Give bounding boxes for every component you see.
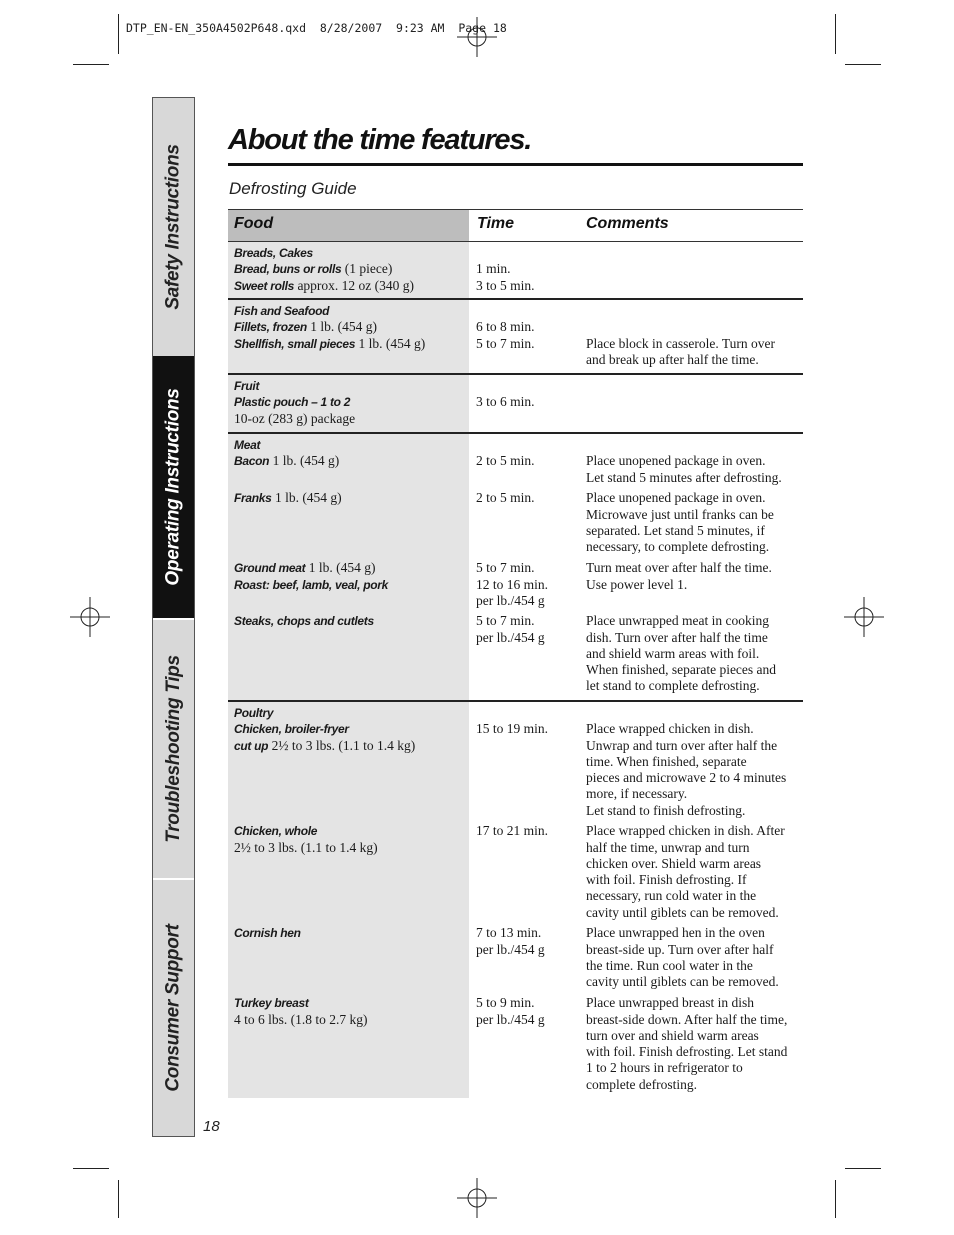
comment-line: cavity until giblets can be removed.	[586, 904, 779, 920]
food-name: Roast: beef, lamb, veal, pork	[234, 577, 389, 592]
comment-line: When finished, separate pieces and	[586, 662, 777, 678]
food-name: Sweet rolls	[234, 278, 295, 293]
comment-line: complete defrosting.	[586, 1076, 697, 1092]
comment-line: necessary, run cold water in the	[586, 888, 757, 904]
time-value: per lb./454 g	[476, 592, 545, 608]
time-value: 2 to 5 min.	[476, 490, 535, 506]
food-detail: 1 lb. (454 g)	[269, 453, 340, 469]
table-row	[228, 490, 803, 560]
tab-troubleshooting-tips[interactable]	[153, 620, 194, 878]
comment-line: pieces and microwave 2 to 4 minutes	[586, 770, 787, 786]
time-value: 6 to 8 min.	[476, 319, 535, 335]
crop-mark	[118, 1180, 119, 1218]
food-name: cut up	[234, 738, 269, 753]
time-value: per lb./454 g	[476, 941, 545, 957]
page-title: About the time features.	[228, 124, 532, 156]
time-value: per lb./454 g	[476, 1011, 545, 1027]
time-value: 5 to 7 min.	[476, 335, 535, 351]
table-row	[228, 300, 803, 319]
comment-line: Place block in casserole. Turn over	[586, 335, 775, 351]
tab-label: Safety Instructions	[162, 144, 184, 310]
table-row	[228, 702, 803, 721]
table-row	[228, 995, 803, 1093]
comment-line: and shield warm areas with foil.	[586, 645, 760, 661]
comment-line: turn over and shield warm areas	[586, 1027, 759, 1043]
page-number: 18	[203, 1118, 220, 1135]
food-detail: 10-oz (283 g) package	[234, 410, 356, 426]
food-name: Bread, buns or rolls	[234, 262, 342, 277]
tab-safety-instructions[interactable]	[153, 98, 194, 356]
table-section-meat	[228, 434, 803, 702]
comment-line: breast-side up. Turn over after half	[586, 941, 774, 957]
tab-consumer-support[interactable]	[153, 880, 194, 1136]
header-food: Food	[234, 215, 274, 232]
comment-line: Place wrapped chicken in dish. After	[586, 823, 785, 839]
table-row	[228, 453, 803, 490]
comment-line: more, if necessary.	[586, 786, 688, 802]
table-row	[228, 319, 803, 335]
comment-line: half the time, unwrap and turn	[586, 839, 750, 855]
table-section-breads	[228, 242, 803, 300]
crop-mark	[845, 1168, 881, 1169]
food-name: Franks	[234, 491, 272, 506]
crop-mark	[845, 64, 881, 65]
registration-mark-icon	[457, 1178, 497, 1218]
comment-line: Unwrap and turn over after half the	[586, 737, 778, 753]
food-detail: 4 to 6 lbs. (1.8 to 2.7 kg)	[234, 1011, 368, 1027]
food-name: Bacon	[234, 454, 270, 469]
food-name: Fillets, frozen	[234, 320, 307, 335]
time-value: per lb./454 g	[476, 629, 545, 645]
time-value: 3 to 5 min.	[476, 277, 535, 293]
table-row	[228, 278, 803, 294]
comment-line: the time. Run cool water in the	[586, 957, 753, 973]
comment-line: cavity until giblets can be removed.	[586, 974, 779, 990]
food-name: Shellfish, small pieces	[234, 336, 356, 351]
comment-line: Microwave just until franks can be	[586, 506, 774, 522]
comment-line: breast-side down. After half the time,	[586, 1011, 788, 1027]
table-header	[228, 209, 803, 242]
section-heading: Poultry	[234, 706, 274, 720]
title-rule	[228, 163, 803, 166]
comment-line: with foil. Finish defrosting. If	[586, 872, 747, 888]
food-name: Chicken, whole	[234, 824, 318, 839]
comment-line: Place unwrapped meat in cooking	[586, 613, 769, 629]
comment-line: and break up after half the time.	[586, 351, 759, 367]
comment-line: Place unwrapped breast in dish	[586, 995, 754, 1011]
table-row	[228, 261, 803, 277]
table-section-fish	[228, 300, 803, 375]
table-row	[228, 394, 803, 427]
comment-line: 1 to 2 hours in refrigerator to	[586, 1060, 743, 1076]
table-row	[228, 613, 803, 694]
comment-line: chicken over. Shield warm areas	[586, 855, 762, 871]
section-heading: Fruit	[234, 379, 260, 393]
comment-line: Turn meat over after half the time.	[586, 560, 772, 576]
table-section-poultry	[228, 702, 803, 1098]
table-row	[228, 823, 803, 925]
tab-operating-instructions[interactable]	[153, 356, 194, 618]
table-row	[228, 336, 803, 369]
table-row	[228, 434, 803, 453]
food-detail: approx. 12 oz (340 g)	[294, 277, 415, 293]
food-detail: 1 lb. (454 g)	[355, 335, 426, 351]
time-value: 17 to 21 min.	[476, 823, 549, 839]
food-detail: 1 lb. (454 g)	[271, 490, 342, 506]
table-row	[228, 560, 803, 613]
time-value: 5 to 9 min.	[476, 995, 535, 1011]
time-value: 5 to 7 min.	[476, 613, 535, 629]
header-time: Time	[477, 215, 515, 232]
registration-mark-icon	[70, 597, 110, 637]
time-value: 2 to 5 min.	[476, 453, 535, 469]
food-detail: 2½ to 3 lbs. (1.1 to 1.4 kg)	[268, 737, 416, 753]
section-sidebar	[152, 97, 195, 1137]
food-name: Steaks, chops and cutlets	[234, 614, 374, 629]
comment-line: necessary, to complete defrosting.	[586, 539, 770, 555]
comment-line: Place unwrapped hen in the oven	[586, 925, 765, 941]
tab-label: Consumer Support	[162, 924, 184, 1092]
comment-line: Place unopened package in oven.	[586, 453, 766, 469]
comment-line: separated. Let stand 5 minutes, if	[586, 522, 765, 538]
comment-line: time. When finished, separate	[586, 753, 747, 769]
time-value: 12 to 16 min.	[476, 576, 549, 592]
crop-mark	[835, 1180, 836, 1218]
food-name: Chicken, broiler-fryer	[234, 722, 349, 737]
comment-line: let stand to complete defrosting.	[586, 678, 760, 694]
section-heading: Fish and Seafood	[234, 304, 330, 318]
comment-line: Use power level 1.	[586, 576, 688, 592]
defrosting-table	[228, 209, 803, 1098]
time-value: 15 to 19 min.	[476, 721, 549, 737]
registration-mark-icon	[844, 597, 884, 637]
comment-line: Let stand 5 minutes after defrosting.	[586, 469, 782, 485]
time-value: 5 to 7 min.	[476, 560, 535, 576]
comment-line: Place unopened package in oven.	[586, 490, 766, 506]
crop-mark	[835, 14, 836, 54]
food-detail: 2½ to 3 lbs. (1.1 to 1.4 kg)	[234, 839, 378, 855]
table-row	[228, 375, 803, 394]
table-row	[228, 925, 803, 995]
crop-mark	[73, 1168, 109, 1169]
table-section-fruit	[228, 375, 803, 434]
food-name: Cornish hen	[234, 926, 301, 941]
comment-line: Place wrapped chicken in dish.	[586, 721, 754, 737]
comment-line: dish. Turn over after half the time	[586, 629, 768, 645]
header-comments: Comments	[586, 215, 669, 232]
time-value: 3 to 6 min.	[476, 394, 535, 410]
food-name: Turkey breast	[234, 996, 309, 1011]
food-name: Ground meat	[234, 561, 306, 576]
time-value: 1 min.	[476, 261, 511, 277]
section-subtitle: Defrosting Guide	[229, 179, 357, 198]
comment-line: Let stand to finish defrosting.	[586, 802, 746, 818]
tab-label: Troubleshooting Tips	[162, 655, 184, 843]
section-heading: Meat	[234, 438, 261, 452]
time-value: 7 to 13 min.	[476, 925, 542, 941]
section-heading: Breads, Cakes	[234, 246, 313, 260]
crop-mark	[73, 64, 109, 65]
food-detail: (1 piece)	[341, 261, 393, 277]
registration-mark-icon	[457, 17, 497, 57]
table-row	[228, 721, 803, 823]
table-row	[228, 242, 803, 261]
comment-line: with foil. Finish defrosting. Let stand	[586, 1044, 788, 1060]
tab-label: Operating Instructions	[162, 388, 184, 586]
food-name: Plastic pouch – 1 to 2	[234, 395, 351, 410]
food-detail: 1 lb. (454 g)	[306, 319, 377, 335]
crop-mark	[118, 14, 119, 54]
food-detail: 1 lb. (454 g)	[305, 560, 376, 576]
print-slug: DTP_EN-EN_350A4502P648.qxd 8/28/2007 9:23 AM Page 18	[126, 21, 507, 35]
